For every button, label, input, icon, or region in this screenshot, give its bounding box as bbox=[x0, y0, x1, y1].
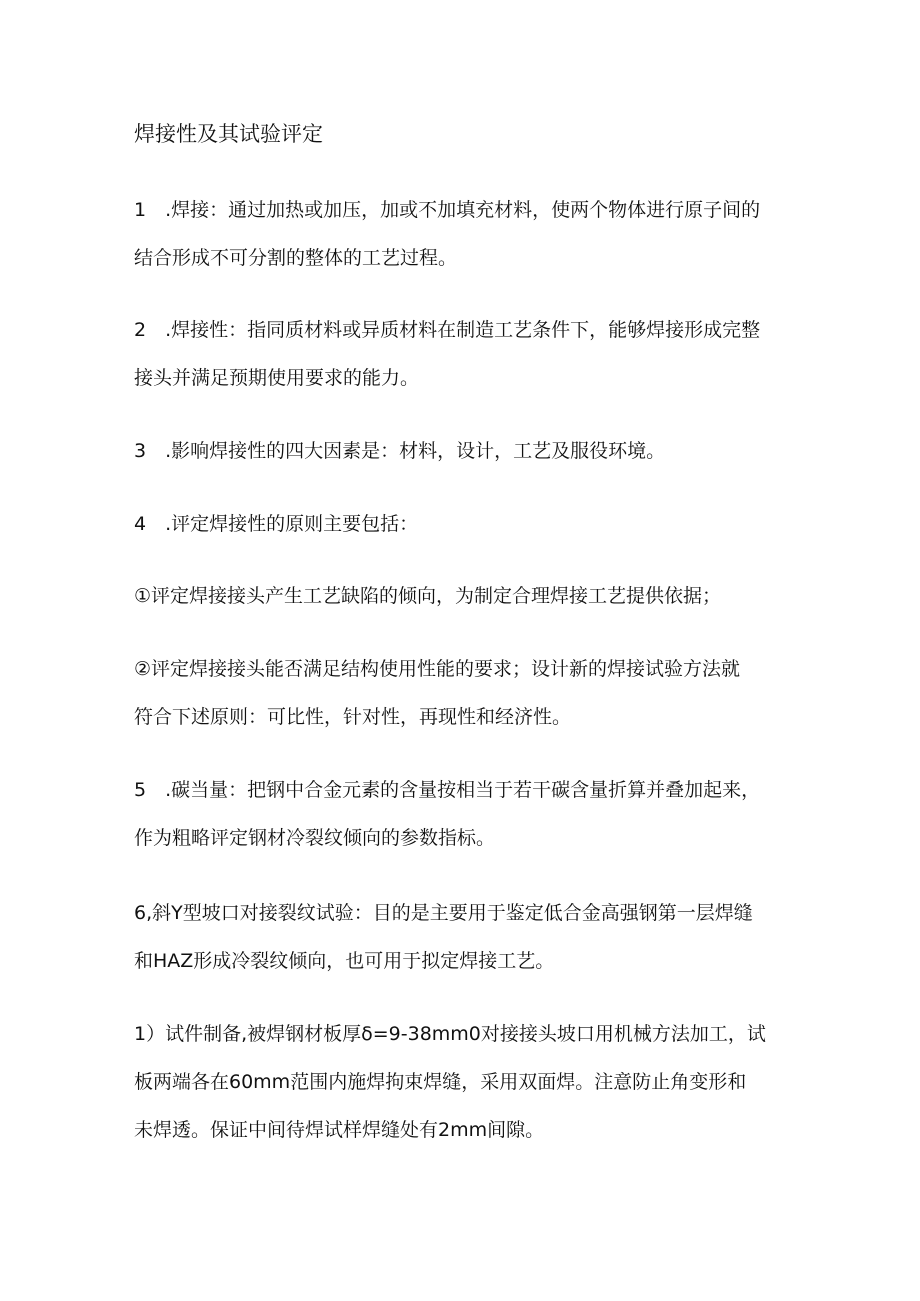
paragraph-3 bbox=[134, 427, 794, 475]
paragraph-line: 6,斜Y型坡口对接裂纹试验：目的是主要用于鉴定低合金高强钢第一层焊缝 bbox=[134, 902, 753, 924]
paragraph-9 bbox=[134, 1010, 794, 1154]
paragraph-line: 5 .碳当量：把钢中合金元素的含量按相当于若干碳含量折算并叠加起来， bbox=[134, 779, 761, 801]
paragraph-line: 和HAZ形成冷裂纹倾向，也可用于拟定焊接工艺。 bbox=[134, 950, 555, 972]
paragraph-line: 接头并满足预期使用要求的能力。 bbox=[134, 367, 420, 389]
paragraph-line: 作为粗略评定钢材冷裂纹倾向的参数指标。 bbox=[134, 827, 496, 849]
document-title: 焊接性及其试验评定 bbox=[134, 122, 323, 146]
paragraph-line: 2 .焊接性：指同质材料或异质材料在制造工艺条件下，能够焊接形成完整 bbox=[134, 319, 761, 341]
paragraph-line: 3 .影响焊接性的四大因素是：材料，设计，工艺及服役环境。 bbox=[134, 440, 666, 462]
paragraph-8 bbox=[134, 889, 794, 985]
paragraph-line: 符合下述原则：可比性，针对性，再现性和经济性。 bbox=[134, 706, 572, 728]
paragraph-line: 板两端各在60mm范围内施焊拘束焊缝，采用双面焊。注意防止角变形和 bbox=[134, 1071, 747, 1093]
paragraph-line: 4 .评定焊接性的原则主要包括： bbox=[134, 513, 419, 535]
paragraph-line: ②评定焊接接头能否满足结构使用性能的要求；设计新的焊接试验方法就 bbox=[134, 658, 741, 680]
paragraph-line: 结合形成不可分割的整体的工艺过程。 bbox=[134, 247, 458, 269]
paragraph-line: 1）试件制备,被焊钢材板厚δ=9-38mm0对接接头坡口用机械方法加工，试 bbox=[134, 1023, 766, 1045]
paragraph-4 bbox=[134, 500, 794, 548]
paragraph-2 bbox=[134, 306, 794, 402]
paragraph-line: ①评定焊接接头产生工艺缺陷的倾向，为制定合理焊接工艺提供依据； bbox=[134, 585, 722, 607]
paragraph-line: 1 .焊接：通过加热或加压，加或不加填充材料，使两个物体进行原子间的 bbox=[134, 199, 761, 221]
paragraph-1 bbox=[134, 186, 794, 282]
paragraph-line: 未焊透。保证中间待焊试样焊缝处有2mm间隙。 bbox=[134, 1119, 545, 1141]
paragraph-6 bbox=[134, 645, 794, 741]
paragraph-7 bbox=[134, 766, 794, 862]
paragraph-5 bbox=[134, 572, 794, 620]
